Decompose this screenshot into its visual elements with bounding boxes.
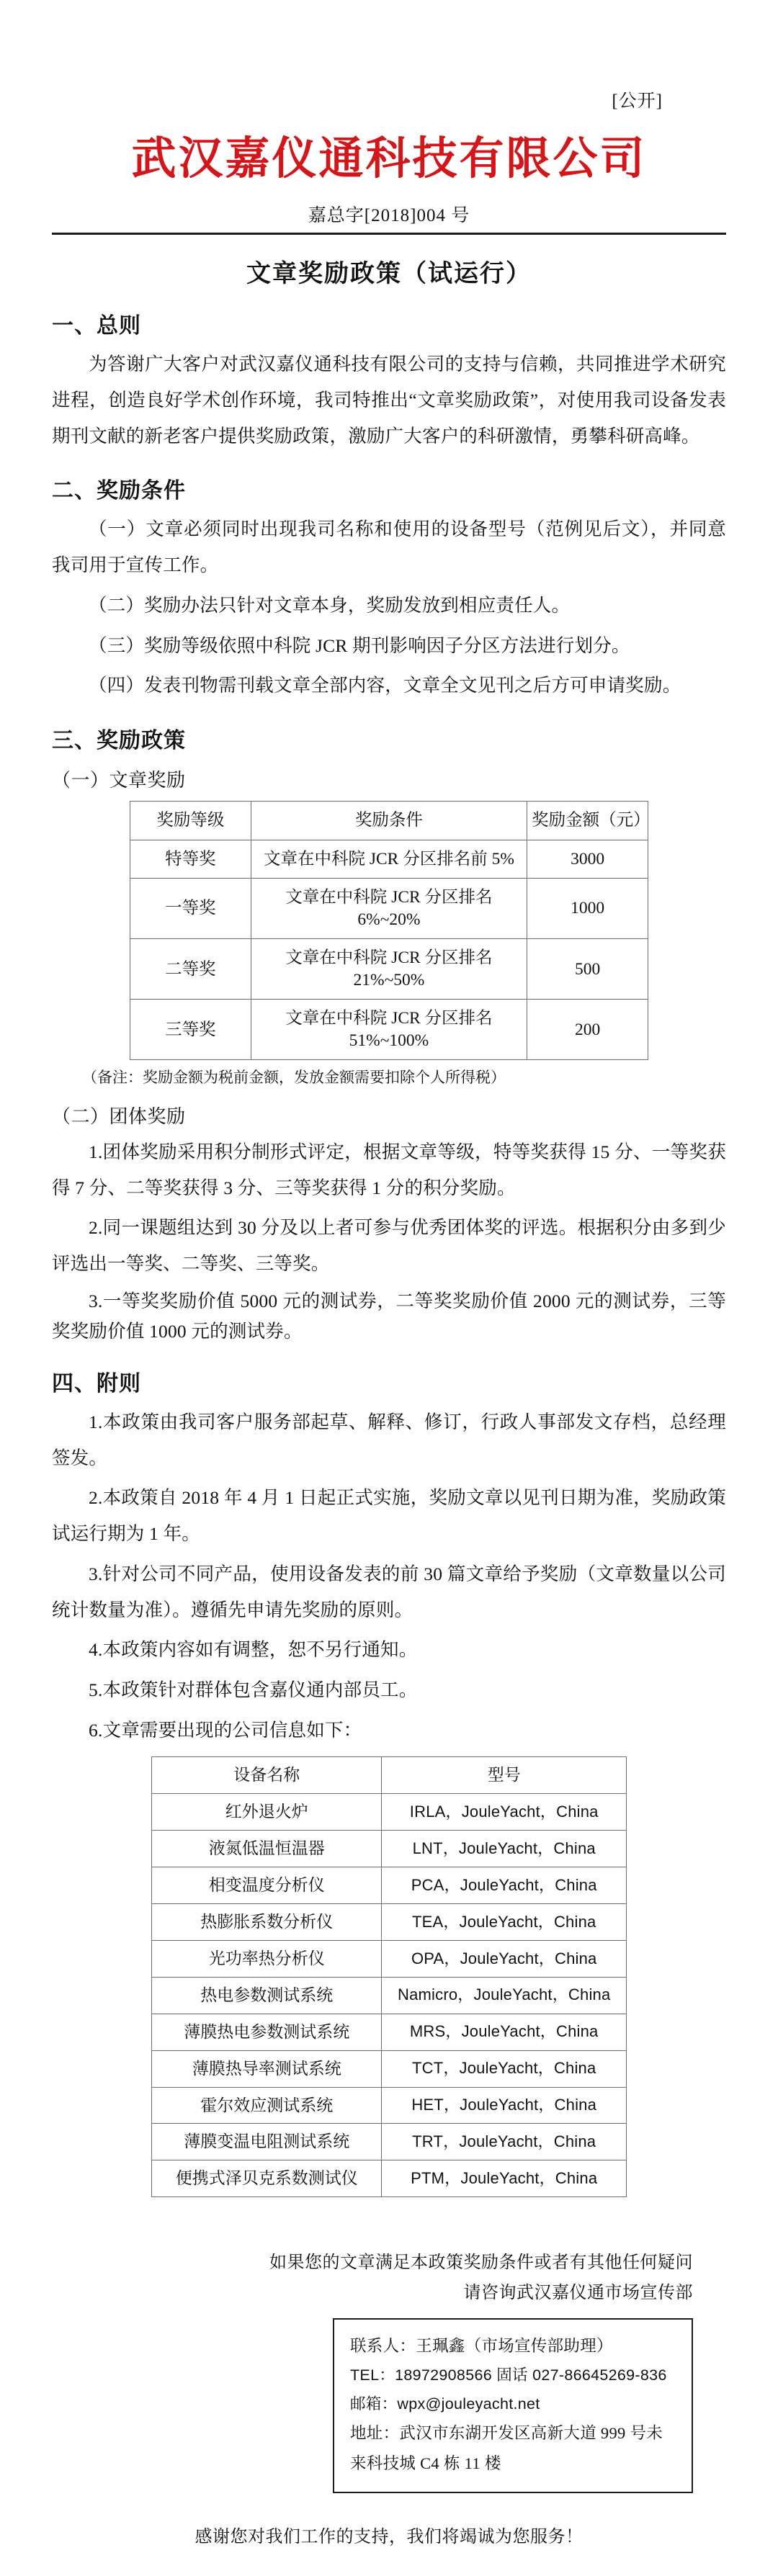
column-header-model: 型号 [382, 1757, 627, 1794]
cell-level: 三等奖 [130, 1000, 251, 1060]
supplementary-item: 2.本政策自 2018 年 4 月 1 日起正式实施，奖励文章以见刊日期为准，奖励政策试运行期为 1 年。 [52, 1487, 726, 1545]
table-row [152, 1867, 627, 1904]
cell-equipment-name: 热电参数测试系统 [152, 1977, 382, 2014]
cell-amount: 1000 [527, 879, 648, 939]
footer-inquiry-line-2: 请咨询武汉嘉仪通市场宣传部 [463, 2284, 693, 2303]
cell-equipment-name: 薄膜热导率测试系统 [152, 2050, 382, 2087]
column-header-equipment-name: 设备名称 [152, 1757, 382, 1794]
cell-amount: 3000 [527, 840, 648, 879]
contact-telephone: TEL：18972908566 固话 027-86645269-836 [350, 2366, 667, 2384]
cell-equipment-name: 热膨胀系数分析仪 [152, 1904, 382, 1941]
table-row [152, 2014, 627, 2050]
cell-equipment-name: 薄膜变温电阻测试系统 [152, 2124, 382, 2160]
cell-equipment-name: 霍尔效应测试系统 [152, 2087, 382, 2124]
table-row [152, 2050, 627, 2087]
footer [52, 2248, 726, 2575]
section-heading-general: 一、总则 [52, 314, 141, 338]
supplementary-item: 3.针对公司不同产品，使用设备发表的前 30 篇文章给予奖励（文章数量以公司统计数量为准）。遵循先申请先奖励的原则。 [52, 1563, 726, 1620]
table-row [152, 2087, 627, 2124]
column-header-condition: 奖励条件 [251, 802, 527, 840]
group-award-item: 3.一等奖奖励价值 5000 元的测试券，二等奖奖励价值 2000 元的测试券，三等奖奖励价值 1000 元的测试券。 [52, 1290, 726, 1342]
group-award-item: 2.同一课题组达到 30 分及以上者可参与优秀团体奖的评选。根据积分由多到少评选出一等奖、二等奖、三等奖。 [52, 1217, 726, 1275]
supplementary-item: 5.本政策针对群体包含嘉仪通内部员工。 [89, 1679, 418, 1701]
cell-amount: 200 [527, 1000, 648, 1060]
cell-model: TCT，JouleYacht，China [382, 2050, 627, 2087]
table-header-row [130, 802, 648, 840]
cell-level: 二等奖 [130, 939, 251, 1000]
cell-equipment-name: 红外退火炉 [152, 1794, 382, 1831]
contact-address: 地址：武汉市东湖开发区高新大道 999 号未来科技城 C4 栋 11 楼 [350, 2424, 663, 2472]
contact-box [333, 2318, 693, 2492]
cell-equipment-name: 薄膜热电参数测试系统 [152, 2014, 382, 2050]
group-award-item: 1.团体奖励采用积分制形式评定，根据文章等级，特等奖获得 15 分、一等奖获得 7 分、二等奖获得 3 分、三等奖获得 1 分的积分奖励。 [52, 1141, 726, 1198]
cell-condition: 文章在中科院 JCR 分区排名 51%~100% [251, 1000, 527, 1060]
footer-thanks-line: 感谢您对我们工作的支持，我们将竭诚为您服务！ [194, 2527, 584, 2546]
cell-equipment-name: 便携式泽贝克系数测试仪 [152, 2160, 382, 2197]
equipment-table [151, 1756, 627, 2197]
cell-condition: 文章在中科院 JCR 分区排名前 5% [251, 840, 527, 879]
table-row [130, 939, 648, 1000]
cell-model: TEA，JouleYacht，China [382, 1904, 627, 1941]
section-heading-conditions: 二、奖励条件 [52, 479, 186, 503]
table-row [152, 1977, 627, 2014]
cell-condition: 文章在中科院 JCR 分区排名 21%~50% [251, 939, 527, 1000]
cell-model: PCA，JouleYacht，China [382, 1867, 627, 1904]
table-row [152, 1940, 627, 1977]
cell-amount: 500 [527, 939, 648, 1000]
cell-model: IRLA，JouleYacht，China [382, 1794, 627, 1831]
cell-level: 一等奖 [130, 879, 251, 939]
table-row [152, 2160, 627, 2197]
cell-model: OPA，JouleYacht，China [382, 1940, 627, 1977]
contact-person: 联系人：王珮鑫（市场宣传部助理） [350, 2337, 613, 2356]
supplementary-item: 4.本政策内容如有调整，恕不另行通知。 [89, 1639, 418, 1661]
table-row [130, 840, 648, 879]
condition-item: （二）奖励办法只针对文章本身，奖励发放到相应责任人。 [89, 594, 571, 616]
award-table-note: （备注：奖励金额为税前金额，发放金额需要扣除个人所得税） [82, 1069, 506, 1087]
subsection-article-award: （一）文章奖励 [52, 770, 186, 791]
section-heading-supplementary: 四、附则 [52, 1372, 141, 1396]
company-title: 武汉嘉仪通科技有限公司 [131, 135, 647, 184]
cell-model: HET，JouleYacht，China [382, 2087, 627, 2124]
cell-equipment-name: 相变温度分析仪 [152, 1867, 382, 1904]
table-row [130, 1000, 648, 1060]
condition-item: （一）文章必须同时出现我司名称和使用的设备型号（范例见后文），并同意我司用于宣传工作。 [52, 519, 726, 576]
table-header-row [152, 1757, 627, 1794]
section-heading-policy: 三、奖励政策 [52, 729, 186, 753]
page-title: 文章奖励政策（试运行） [246, 261, 532, 288]
condition-item: （三）奖励等级依照中科院 JCR 期刊影响因子分区方法进行划分。 [89, 634, 630, 656]
table-row [130, 879, 648, 939]
supplementary-item: 1.本政策由我司客户服务部起草、解释、修订，行政人事部发文存档，总经理签发。 [52, 1412, 726, 1468]
header-divider [52, 233, 726, 235]
cell-model: LNT，JouleYacht，China [382, 1831, 627, 1867]
section-general-paragraph: 为答谢广大客户对武汉嘉仪通科技有限公司的支持与信赖，共同推进学术研究进程，创造良好学术创作环境，我司特推出“文章奖励政策”，对使用我司设备发表期刊文献的新老客户提供奖励政策，激励广大客户的科研激情，勇攀科研高峰。 [52, 354, 726, 446]
table-row [152, 1794, 627, 1831]
cell-level: 特等奖 [130, 840, 251, 879]
cell-equipment-name: 光功率热分析仪 [152, 1940, 382, 1977]
supplementary-item: 6.文章需要出现的公司信息如下： [89, 1719, 362, 1741]
cell-model: TRT，JouleYacht，China [382, 2124, 627, 2160]
column-header-amount: 奖励金额（元） [527, 802, 648, 840]
cell-condition: 文章在中科院 JCR 分区排名 6%~20% [251, 879, 527, 939]
footer-inquiry-line-1: 如果您的文章满足本政策奖励条件或者有其他任何疑问 [269, 2253, 693, 2273]
table-row [152, 1904, 627, 1941]
subsection-group-award: （二）团体奖励 [52, 1106, 186, 1128]
condition-item: （四）发表刊物需刊载文章全部内容，文章全文见刊之后方可申请奖励。 [89, 675, 681, 696]
cell-model: MRS，JouleYacht，China [382, 2014, 627, 2050]
award-level-table [130, 801, 648, 1060]
contact-email: 邮箱：wpx@jouleyacht.net [350, 2395, 540, 2413]
document-number: 嘉总字[2018]004 号 [308, 206, 470, 226]
cell-model: Namicro，JouleYacht，China [382, 1977, 627, 2014]
column-header-level: 奖励等级 [130, 802, 251, 840]
cell-equipment-name: 液氮低温恒温器 [152, 1831, 382, 1867]
table-row [152, 2124, 627, 2160]
classification-tag: [公开] [612, 91, 663, 111]
table-row [152, 1831, 627, 1867]
cell-model: PTM，JouleYacht，China [382, 2160, 627, 2197]
